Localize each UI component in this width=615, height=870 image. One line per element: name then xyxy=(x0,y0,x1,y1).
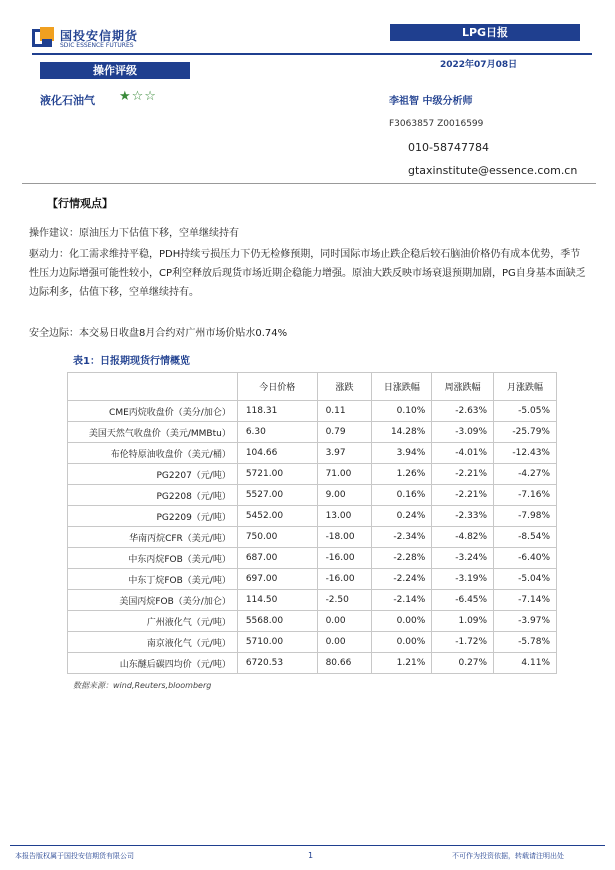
logo-text-cn: 国投安信期货 xyxy=(60,29,139,43)
value-cell: -2.14% xyxy=(372,590,432,611)
row-label-cell: 山东醚后碳四均价（元/吨） xyxy=(68,653,238,674)
value-cell: -3.24% xyxy=(432,548,494,569)
value-cell: 3.97 xyxy=(317,443,372,464)
page-number: 1 xyxy=(308,851,314,860)
table-row xyxy=(68,569,557,590)
value-cell: 0.00 xyxy=(317,632,372,653)
value-cell: 3.94% xyxy=(372,443,432,464)
value-cell: 5721.00 xyxy=(237,464,317,485)
value-cell: 0.00 xyxy=(317,611,372,632)
value-cell: 114.50 xyxy=(237,590,317,611)
table-row xyxy=(68,611,557,632)
value-cell: -2.21% xyxy=(432,464,494,485)
value-cell: -3.19% xyxy=(432,569,494,590)
value-cell: 0.10% xyxy=(372,401,432,422)
value-cell: 13.00 xyxy=(317,506,372,527)
row-label-cell: 华南丙烷CFR（美元/吨） xyxy=(68,527,238,548)
table-row xyxy=(68,632,557,653)
value-cell: 0.00% xyxy=(372,632,432,653)
safety-margin: 安全边际：本交易日收盘8月合约对广州市场价贴水0.74% xyxy=(29,328,288,339)
value-cell: 4.11% xyxy=(494,653,557,674)
value-cell: 5452.00 xyxy=(237,506,317,527)
analyst-name: 李祖智 中级分析师 xyxy=(389,96,473,107)
value-cell: 104.66 xyxy=(237,443,317,464)
value-cell: 6720.53 xyxy=(237,653,317,674)
header-cell xyxy=(68,373,238,401)
table-row xyxy=(68,485,557,506)
value-cell: -2.24% xyxy=(372,569,432,590)
value-cell: -16.00 xyxy=(317,569,372,590)
table-row xyxy=(68,548,557,569)
row-label-cell: 布伦特原油收盘价（美元/桶） xyxy=(68,443,238,464)
header-divider xyxy=(32,53,592,55)
value-cell: 1.26% xyxy=(372,464,432,485)
table-row xyxy=(68,464,557,485)
value-cell: 0.11 xyxy=(317,401,372,422)
row-label-cell: 广州液化气（元/吨） xyxy=(68,611,238,632)
value-cell: -4.27% xyxy=(494,464,557,485)
value-cell: -6.45% xyxy=(432,590,494,611)
table-header-row xyxy=(68,373,557,401)
value-cell: -2.28% xyxy=(372,548,432,569)
value-cell: -5.04% xyxy=(494,569,557,590)
value-cell: -5.05% xyxy=(494,401,557,422)
footer-disclaimer: 不可作为投资依据，转载请注明出处 xyxy=(452,852,564,860)
table-row xyxy=(68,653,557,674)
value-cell: 687.00 xyxy=(237,548,317,569)
value-cell: -2.50 xyxy=(317,590,372,611)
value-cell: 697.00 xyxy=(237,569,317,590)
company-logo xyxy=(32,27,152,53)
rating-stars-icon: ★☆☆ xyxy=(119,89,157,104)
product-name: 液化石油气 xyxy=(40,94,95,107)
value-cell: -16.00 xyxy=(317,548,372,569)
value-cell: -7.14% xyxy=(494,590,557,611)
row-label-cell: 中东丙烷FOB（美元/吨） xyxy=(68,548,238,569)
table-row xyxy=(68,590,557,611)
value-cell: 1.21% xyxy=(372,653,432,674)
table-row xyxy=(68,422,557,443)
analyst-email[interactable]: gtaxinstitute@essence.com.cn xyxy=(408,164,578,177)
table-title: 表1：日报期现货行情概览 xyxy=(73,356,190,367)
driver-paragraph: 驱动力：化工需求维持平稳，PDH持续亏损压力下仍无检修预期，同时国际市场止跌企稳后较石脑油价格仍有成本优势，季节性压力边际增强可能性较小，CP利空释放后现货市场近期企稳能力增强。原油大跌反映市场衰退预期加剧，PG自身基本面缺乏边际利多，估值下移，空单继续持有。 xyxy=(29,249,586,298)
row-label-cell: 美国丙烷FOB（美分/加仑） xyxy=(68,590,238,611)
value-cell: -3.97% xyxy=(494,611,557,632)
header-cell: 今日价格 xyxy=(237,373,317,401)
header-cell: 月涨跌幅 xyxy=(494,373,557,401)
value-cell: 0.27% xyxy=(432,653,494,674)
row-label-cell: PG2208（元/吨） xyxy=(68,485,238,506)
row-label-cell: PG2207（元/吨） xyxy=(68,464,238,485)
value-cell: 0.16% xyxy=(372,485,432,506)
header-cell: 涨跌 xyxy=(317,373,372,401)
footer-copyright: 本报告版权属于国投安信期货有限公司 xyxy=(15,852,134,860)
table-row xyxy=(68,506,557,527)
value-cell: 0.00% xyxy=(372,611,432,632)
value-cell: -5.78% xyxy=(494,632,557,653)
market-view-title: 【行情观点】 xyxy=(47,197,113,210)
table-row xyxy=(68,401,557,422)
value-cell: -4.01% xyxy=(432,443,494,464)
value-cell: 5568.00 xyxy=(237,611,317,632)
row-label-cell: 南京液化气（元/吨） xyxy=(68,632,238,653)
value-cell: 118.31 xyxy=(237,401,317,422)
value-cell: 6.30 xyxy=(237,422,317,443)
value-cell: 14.28% xyxy=(372,422,432,443)
market-overview-table xyxy=(67,372,557,674)
value-cell: -7.98% xyxy=(494,506,557,527)
report-date: 2022年07月08日 xyxy=(440,60,518,70)
header-cell: 周涨跌幅 xyxy=(432,373,494,401)
row-label-cell: 美国天然气收盘价（美元/MMBtu） xyxy=(68,422,238,443)
row-label-cell: 中东丁烷FOB（美元/吨） xyxy=(68,569,238,590)
value-cell: -25.79% xyxy=(494,422,557,443)
value-cell: -4.82% xyxy=(432,527,494,548)
value-cell: 750.00 xyxy=(237,527,317,548)
data-source: 数据来源：wind,Reuters,bloomberg xyxy=(73,681,212,690)
operation-advice: 操作建议：原油压力下估值下移，空单继续持有 xyxy=(29,228,239,239)
report-type-banner: LPG日报 xyxy=(390,24,580,41)
section-divider xyxy=(22,183,596,184)
value-cell: 5527.00 xyxy=(237,485,317,506)
value-cell: 71.00 xyxy=(317,464,372,485)
value-cell: -7.16% xyxy=(494,485,557,506)
footer-divider xyxy=(10,845,605,846)
header-cell: 日涨跌幅 xyxy=(372,373,432,401)
value-cell: 80.66 xyxy=(317,653,372,674)
row-label-cell: CME丙烷收盘价（美分/加仑） xyxy=(68,401,238,422)
value-cell: -2.21% xyxy=(432,485,494,506)
logo-text-en: SDIC ESSENCE FUTURES xyxy=(60,42,134,49)
value-cell: -2.34% xyxy=(372,527,432,548)
analyst-license: F3063857 Z0016599 xyxy=(389,119,484,129)
analyst-phone: 010-58747784 xyxy=(408,141,489,154)
value-cell: 5710.00 xyxy=(237,632,317,653)
value-cell: 9.00 xyxy=(317,485,372,506)
rating-banner: 操作评级 xyxy=(40,62,190,79)
value-cell: -8.54% xyxy=(494,527,557,548)
value-cell: -2.33% xyxy=(432,506,494,527)
table-row xyxy=(68,443,557,464)
value-cell: -2.63% xyxy=(432,401,494,422)
value-cell: -12.43% xyxy=(494,443,557,464)
value-cell: 1.09% xyxy=(432,611,494,632)
value-cell: 0.24% xyxy=(372,506,432,527)
value-cell: -1.72% xyxy=(432,632,494,653)
row-label-cell: PG2209（元/吨） xyxy=(68,506,238,527)
logo-mark-icon xyxy=(32,27,54,49)
value-cell: 0.79 xyxy=(317,422,372,443)
value-cell: -18.00 xyxy=(317,527,372,548)
table-row xyxy=(68,527,557,548)
value-cell: -3.09% xyxy=(432,422,494,443)
value-cell: -6.40% xyxy=(494,548,557,569)
